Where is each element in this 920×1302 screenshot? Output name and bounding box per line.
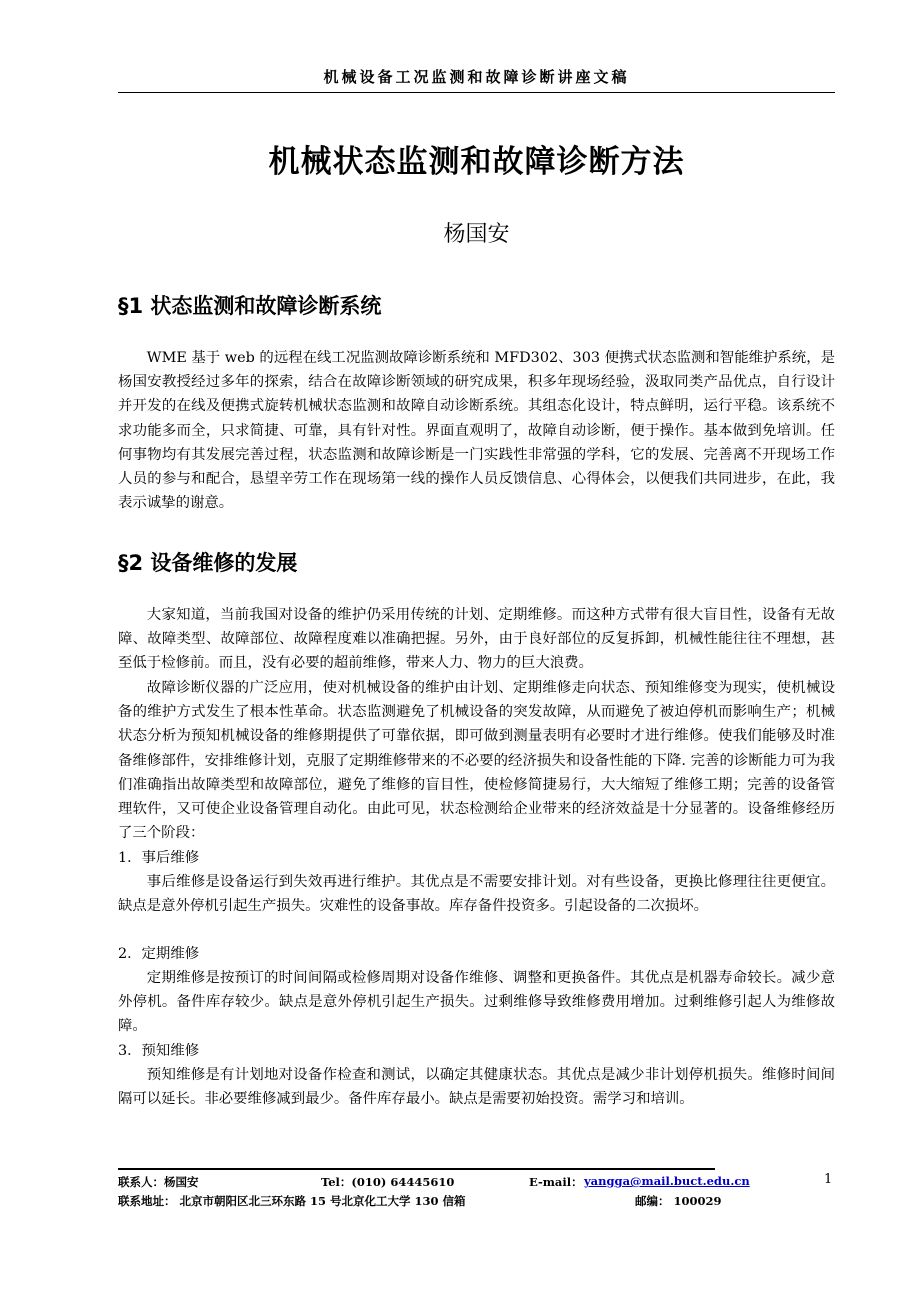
- list-item-label: 3．预知维修: [118, 1043, 200, 1059]
- footer-email-link[interactable]: yangga@mail.buct.edu.cn: [584, 1174, 750, 1188]
- footer-contact-person: 联系人：杨国安: [118, 1175, 199, 1189]
- list-item-text: 事后维修是设备运行到失效再进行维护。其优点是不需要安排计划。对有些设备，更换比修理往往更便宜。缺点是意外停机引起生产损失。灾难性的设备事故。库存备件投资多。引起设备的二次损坏。: [118, 874, 835, 915]
- list-item-text: 预知维修是有计划地对设备作检查和测试，以确定其健康状态。其优点是减少非计划停机损失。维修时间间隔可以延长。非必要维修减到最少。备件库存最小。缺点是需要初始投资。需学习和培训。: [118, 1067, 835, 1108]
- document-author: 杨国安: [443, 222, 510, 247]
- section-2-paragraph-1: 大家知道，当前我国对设备的维护仍采用传统的计划、定期维修。而这种方式带有很大盲目性，设备有无故障、故障类型、故障部位、故障程度难以准确把握。另外，由于良好部位的反复拆卸，机械性能往往不理想，甚至低于检修前。而且，没有必要的超前维修，带来人力、物力的巨大浪费。: [118, 607, 835, 672]
- section-2-heading: §2 设备维修的发展: [118, 551, 298, 575]
- section-1-paragraph: WME 基于 web 的远程在线工况监测故障诊断系统和 MFD302、303 便携式状态监测和智能维护系统，是杨国安教授经过多年的探索，结合在故障诊断领域的研究成果，积多年现场经验，汲取同类产品优点，自行设计并开发的在线及便携式旋转机械状态监测和故障自动诊断系统。其组态化设计，特点鲜明，运行平稳。该系统不求功能多而全，只求简捷、可靠，具有针对性。界面直观明了，故障自动诊断，便于操作。基本做到免培训。任何事物均有其发展完善过程，状态监测和故障诊断是一门实践性非常强的学科，它的发展、完善离不开现场工作人员的参与和配合，恳望辛劳工作在现场第一线的操作人员反馈信息、心得体会，以便我们共同进步，在此，我表示诚挚的谢意。: [118, 350, 835, 512]
- section-1-heading: §1 状态监测和故障诊断系统: [118, 294, 382, 318]
- list-item-label: 2．定期维修: [118, 946, 200, 962]
- footer-telephone: Tel：(010) 64445610: [321, 1175, 455, 1189]
- header-divider: [118, 92, 835, 93]
- page-number: 1: [824, 1172, 833, 1187]
- document-title: 机械状态监测和故障诊断方法: [268, 144, 685, 180]
- running-header: 机械设备工况监测和故障诊断讲座文稿: [323, 68, 630, 86]
- footer-email-label: E-mail：: [529, 1175, 583, 1189]
- section-2-paragraph-2: 故障诊断仪器的广泛应用，使对机械设备的维护由计划、定期维修走向状态、预知维修变为现实，使机械设备的维护方式发生了根本性革命。状态监测避免了机械设备的突发故障，从而避免了被迫停机而影响生产；机械状态分析为预知机械设备的维修期提供了可靠依据，即可做到测量表明有必要时才进行维修。使我们能够及时准备维修部件，安排维修计划，克服了定期维修带来的不必要的经济损失和设备性能的下降. 完善的诊断能力可为我们准确指出故障类型和故障部位，避免了维修的盲目性，使检修简捷易行，大大缩短了维修工期；完善的设备管理软件，又可使企业设备管理自动化。由此可见，状态检测给企业带来的经济效益是十分显著的。设备维修经历了三个阶段：: [118, 680, 835, 842]
- footer-address: 联系地址： 北京市朝阳区北三环东路 15 号北京化工大学 130 信箱: [118, 1194, 466, 1208]
- list-item-text: 定期维修是按预订的时间间隔或检修周期对设备作维修、调整和更换备件。其优点是机器寿命较长。减少意外停机。备件库存较少。缺点是意外停机引起生产损失。过剩维修导致维修费用增加。过剩维修引起人为维修故障。: [118, 970, 835, 1035]
- footer-postcode: 邮编： 100029: [635, 1194, 722, 1208]
- footer-divider: [118, 1168, 715, 1170]
- list-item-label: 1．事后维修: [118, 850, 200, 866]
